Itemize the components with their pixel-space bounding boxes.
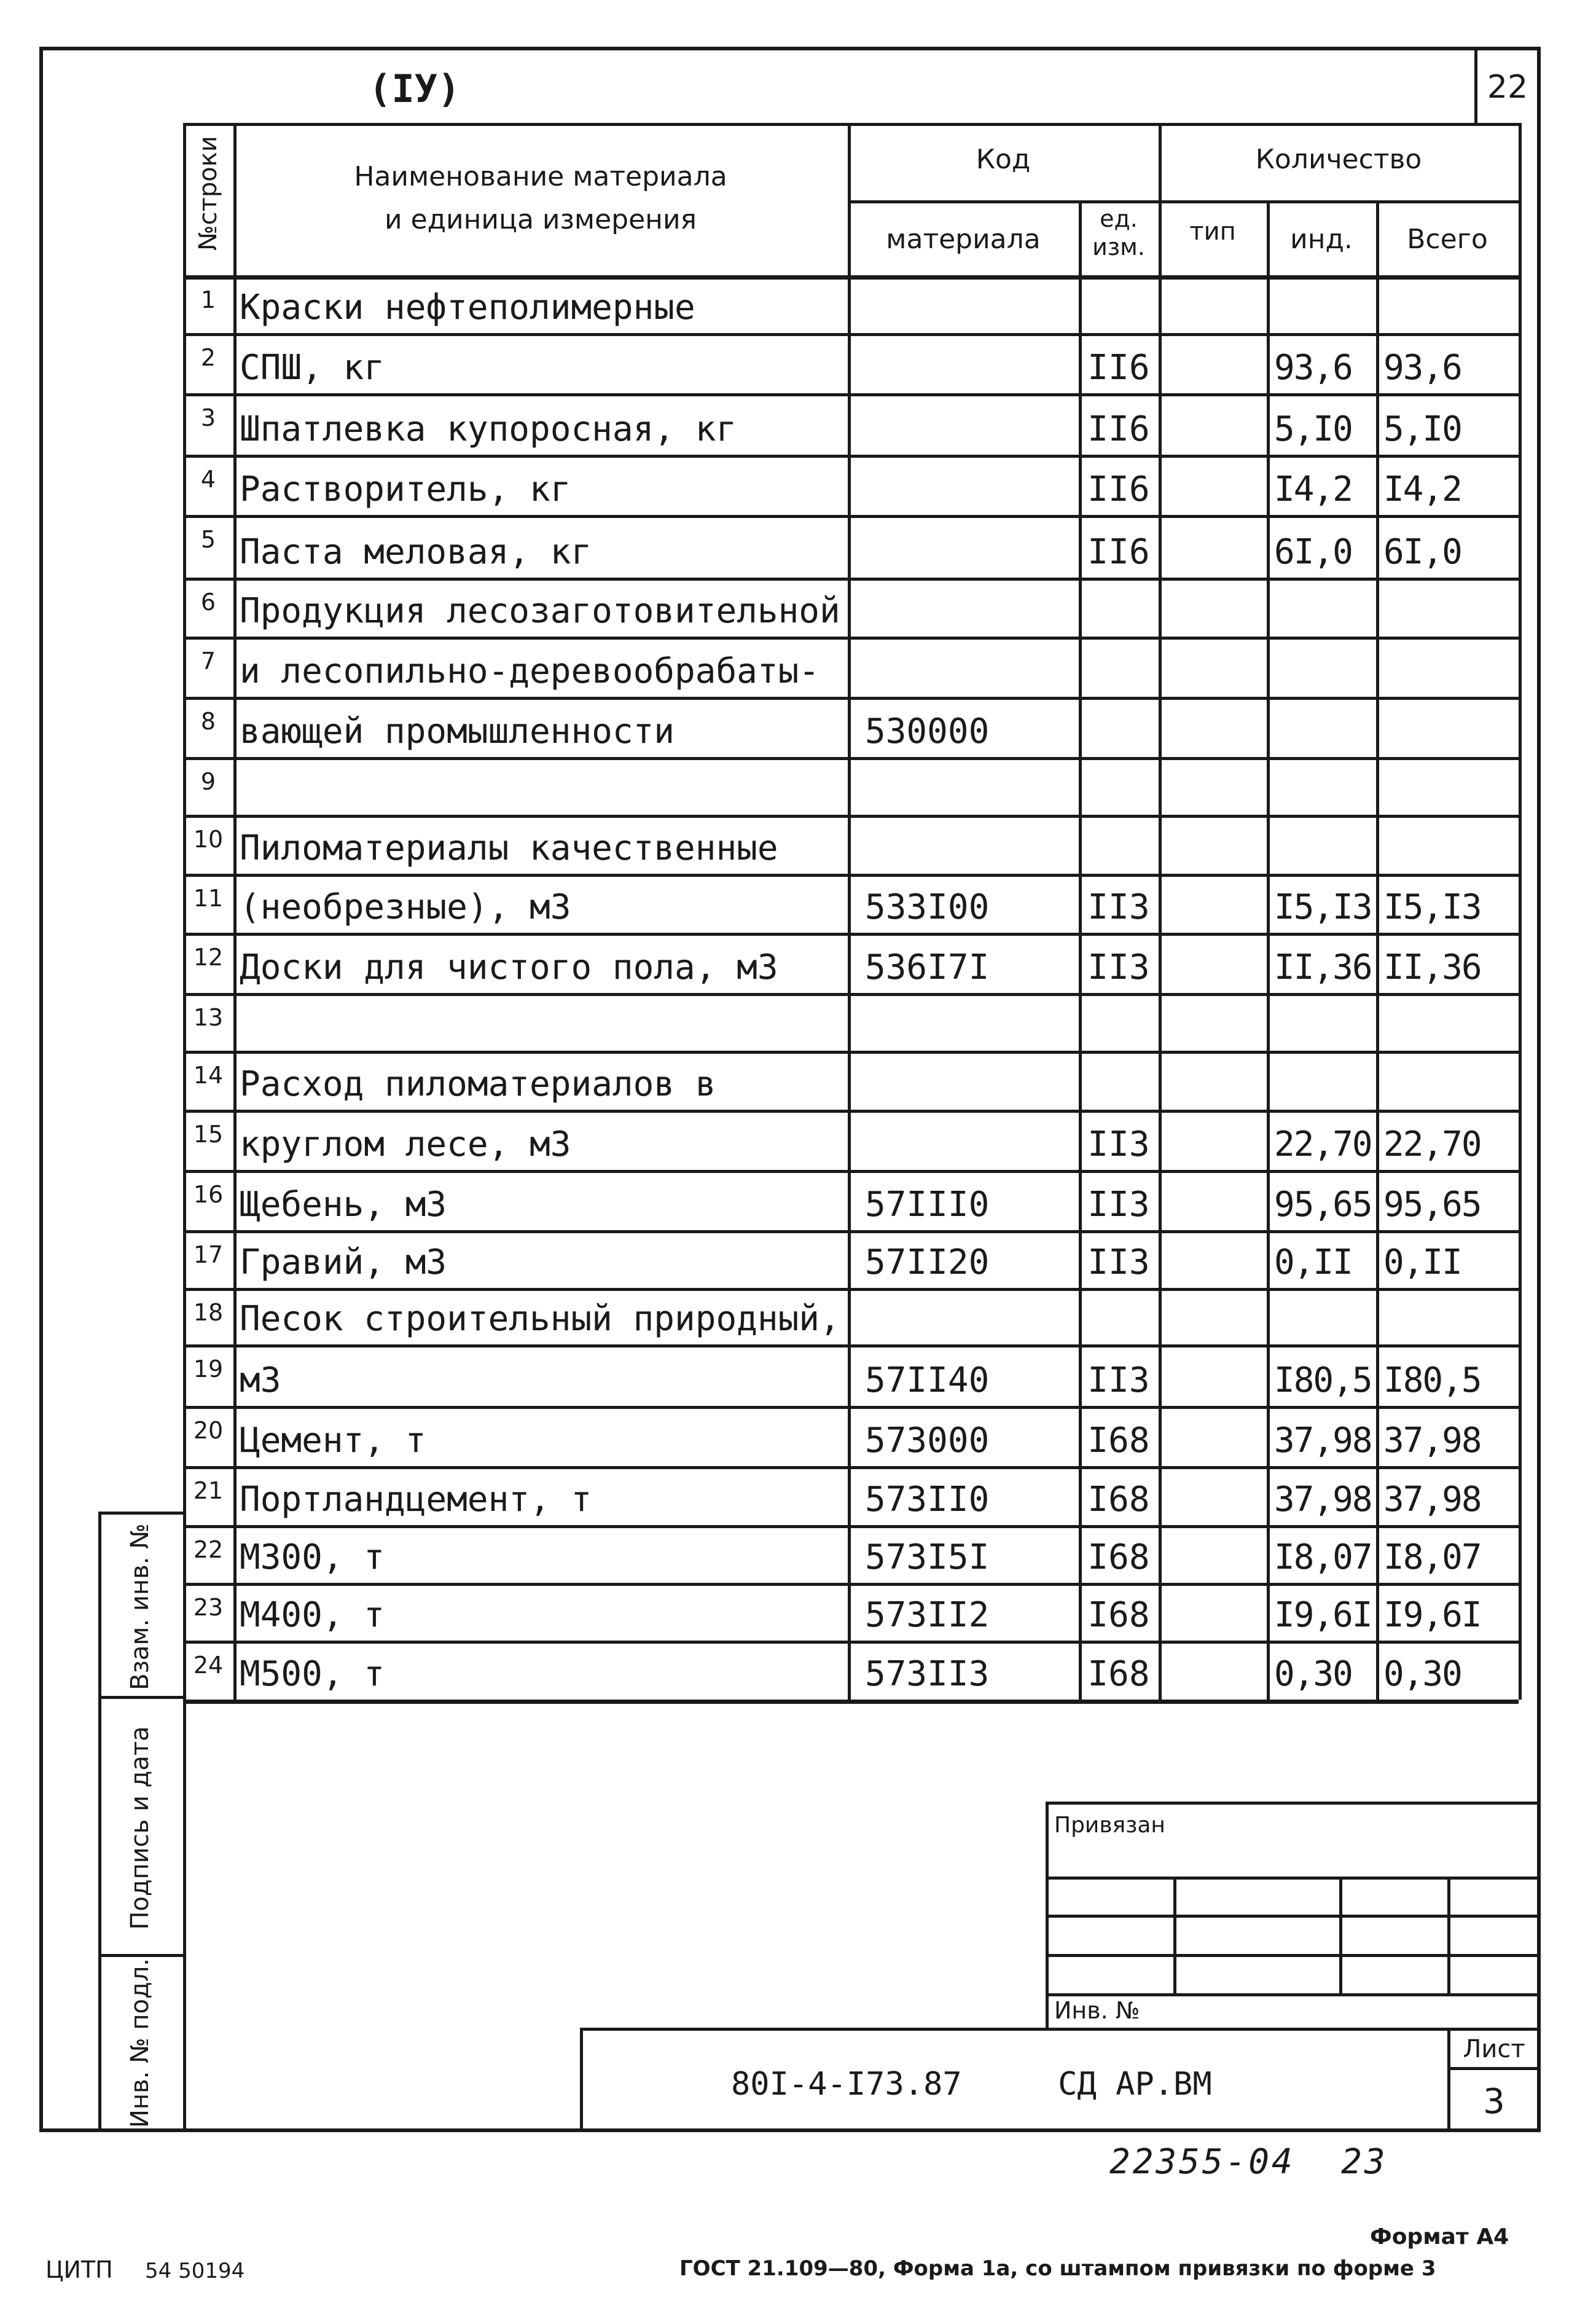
row-line: [183, 333, 1519, 336]
unit-code: II3: [1087, 887, 1150, 927]
unit-code: I68: [1087, 1595, 1150, 1635]
material-name: М300, т: [240, 1537, 385, 1577]
unit-code: II6: [1087, 409, 1150, 449]
row-line: [183, 697, 1519, 700]
header-mid-line: [848, 200, 1519, 203]
row-line: [183, 815, 1519, 818]
qty-total: 5,I0: [1383, 409, 1461, 449]
qty-total: I8,07: [1383, 1537, 1481, 1577]
qty-ind: I8,07: [1274, 1537, 1372, 1577]
qty-total: 6I,0: [1383, 532, 1461, 572]
row-line: [183, 1344, 1519, 1347]
unit-code: II3: [1087, 1242, 1150, 1282]
material-name: и лесопильно-деревообрабаты-: [240, 651, 820, 691]
qty-ind: I80,5: [1274, 1360, 1372, 1400]
qty-total: 22,70: [1383, 1124, 1481, 1164]
footer-left: ЦИТП: [45, 2256, 113, 2283]
unit-code: I68: [1087, 1537, 1150, 1577]
material-name: Гравий, м3: [240, 1242, 447, 1282]
qty-total: 37,98: [1383, 1421, 1481, 1461]
row-number: 18: [193, 1299, 224, 1326]
material-code: 57III0: [865, 1185, 990, 1225]
material-name: Продукция лесозаготовительной: [240, 591, 840, 631]
material-name: круглом лесе, м3: [240, 1124, 571, 1164]
material-name: СПШ, кг: [240, 348, 385, 388]
qty-ind: I4,2: [1274, 469, 1352, 509]
unit-code: I68: [1087, 1480, 1150, 1520]
unit-code: II6: [1087, 532, 1150, 572]
material-code: 530000: [865, 712, 990, 751]
podpis-data-label: Подпись и дата: [126, 1726, 154, 1930]
material-code: 57II20: [865, 1242, 990, 1282]
qty-ind: 6I,0: [1274, 532, 1352, 572]
privyazan-label: Привязан: [1054, 1813, 1165, 1838]
unit-code: II6: [1087, 348, 1150, 388]
sheet-number: 3: [1483, 2082, 1505, 2122]
row-number: 4: [200, 466, 216, 493]
header-code-unit-2: изм.: [1092, 233, 1145, 261]
header-row-number: №строки: [194, 136, 222, 251]
row-number: 7: [200, 648, 216, 675]
unit-code: II3: [1087, 1360, 1150, 1400]
section-label: (IУ): [369, 66, 461, 111]
material-code: 57II40: [865, 1360, 990, 1400]
material-name: Расход пиломатериалов в: [240, 1064, 716, 1104]
qty-ind: 22,70: [1274, 1124, 1372, 1164]
row-number: 1: [200, 286, 216, 313]
qty-ind: 93,6: [1274, 348, 1352, 388]
inv-podl-label: Инв. № подл.: [126, 1958, 154, 2128]
qty-total: 0,II: [1383, 1242, 1461, 1282]
qty-total: 95,65: [1383, 1185, 1481, 1225]
header-name-line2: и единица измерения: [384, 204, 697, 235]
material-name: Доски для чистого пола, м3: [240, 947, 778, 987]
row-line: [183, 1700, 1519, 1704]
material-code: 536I7I: [865, 947, 990, 987]
header-qty-type: тип: [1189, 218, 1236, 246]
qty-total: I80,5: [1383, 1360, 1481, 1400]
qty-total: 93,6: [1383, 348, 1461, 388]
row-number: 16: [193, 1181, 224, 1208]
row-line: [183, 1525, 1519, 1528]
row-line: [183, 874, 1519, 877]
row-line: [183, 393, 1519, 396]
qty-total: II,36: [1383, 947, 1481, 987]
row-number: 8: [200, 708, 216, 735]
row-number: 15: [193, 1121, 224, 1148]
qty-total: I9,6I: [1383, 1595, 1481, 1635]
header-qty-group: Количество: [1255, 144, 1422, 175]
qty-ind: 37,98: [1274, 1480, 1372, 1520]
row-line: [183, 1466, 1519, 1469]
row-line: [183, 1230, 1519, 1233]
row-line: [183, 993, 1519, 996]
row-number: 21: [193, 1477, 224, 1504]
row-line: [183, 1406, 1519, 1409]
row-number: 9: [200, 768, 216, 795]
designation: 80I-4-I73.87 СД АР.ВМ: [731, 2066, 1212, 2103]
row-line: [183, 637, 1519, 640]
corner-sheet-number: 22: [1487, 69, 1528, 106]
material-name: м3: [240, 1360, 281, 1400]
material-code: 573II0: [865, 1480, 990, 1520]
row-number: 17: [193, 1241, 224, 1268]
row-line: [183, 1288, 1519, 1291]
row-line: [183, 1170, 1519, 1173]
qty-total: I5,I3: [1383, 887, 1481, 927]
row-number: 13: [193, 1004, 224, 1031]
qty-ind: II,36: [1274, 947, 1372, 987]
qty-ind: 0,II: [1274, 1242, 1352, 1282]
row-number: 5: [200, 526, 216, 553]
row-number: 10: [193, 826, 224, 853]
unit-code: I68: [1087, 1421, 1150, 1461]
unit-code: II3: [1087, 1124, 1150, 1164]
column-line: [1159, 123, 1162, 1700]
material-name: Шпатлевка купоросная, кг: [240, 409, 737, 449]
row-number: 19: [193, 1355, 224, 1383]
unit-code: II3: [1087, 1185, 1150, 1225]
row-line: [183, 455, 1519, 458]
footer-left-number: 54 50194: [145, 2259, 245, 2283]
material-name: М500, т: [240, 1654, 385, 1694]
header-bottom-line: [183, 275, 1519, 280]
material-name: вающей промышленности: [240, 712, 675, 751]
format-label: Формат А4: [1370, 2224, 1509, 2249]
material-name: Пиломатериалы качественные: [240, 828, 778, 868]
material-name: Портландцемент, т: [240, 1480, 592, 1520]
sheet-label: Лист: [1463, 2035, 1525, 2063]
material-code: 573II2: [865, 1595, 990, 1635]
qty-total: 0,30: [1383, 1654, 1461, 1694]
row-line: [183, 933, 1519, 936]
row-line: [183, 1051, 1519, 1054]
row-number: 22: [193, 1536, 224, 1563]
material-code: 533I00: [865, 887, 990, 927]
footer-right: ГОСТ 21.109—80, Форма 1а, со штампом привязки по форме 3: [679, 2256, 1436, 2281]
vzam-inv-label: Взам. инв. №: [126, 1523, 154, 1690]
row-number: 14: [193, 1062, 224, 1089]
qty-ind: I5,I3: [1274, 887, 1372, 927]
row-number: 20: [193, 1417, 224, 1444]
material-name: (необрезные), м3: [240, 887, 571, 927]
header-code-material: материала: [886, 224, 1041, 255]
row-line: [183, 578, 1519, 581]
header-name-line1: Наименование материала: [354, 161, 727, 192]
material-name: Краски нефтеполимерные: [240, 288, 695, 328]
row-number: 2: [200, 344, 216, 371]
row-number: 6: [200, 589, 216, 616]
material-name: М400, т: [240, 1595, 385, 1635]
row-number: 11: [193, 885, 224, 912]
qty-ind: 0,30: [1274, 1654, 1352, 1694]
row-line: [183, 1583, 1519, 1586]
row-number: 23: [193, 1594, 224, 1621]
row-number: 12: [193, 944, 224, 971]
unit-code: II6: [1087, 469, 1150, 509]
qty-ind: 95,65: [1274, 1185, 1372, 1225]
material-name: Щебень, м3: [240, 1185, 447, 1225]
unit-code: II3: [1087, 947, 1150, 987]
column-line: [1519, 123, 1522, 1700]
qty-ind: I9,6I: [1274, 1595, 1372, 1635]
header-qty-ind: инд.: [1290, 224, 1353, 255]
row-line: [183, 757, 1519, 760]
material-name: Растворитель, кг: [240, 469, 571, 509]
material-name: Паста меловая, кг: [240, 532, 592, 572]
header-code-group: Код: [976, 144, 1031, 175]
header-code-unit-1: ед.: [1100, 205, 1138, 232]
handwritten-number: 22355-04 23: [1109, 2142, 1388, 2182]
row-line: [183, 1641, 1519, 1644]
qty-ind: 37,98: [1274, 1421, 1372, 1461]
header-qty-total: Всего: [1407, 224, 1488, 255]
material-name: Песок строительный природный,: [240, 1299, 840, 1339]
material-name: Цемент, т: [240, 1421, 426, 1461]
row-number: 3: [200, 404, 216, 431]
material-code: 573I5I: [865, 1537, 990, 1577]
qty-ind: 5,I0: [1274, 409, 1352, 449]
material-code: 573000: [865, 1421, 990, 1461]
qty-total: I4,2: [1383, 469, 1461, 509]
inv-no-label: Инв. №: [1054, 1997, 1140, 2024]
unit-code: I68: [1087, 1654, 1150, 1694]
row-line: [183, 515, 1519, 518]
material-code: 573II3: [865, 1654, 990, 1694]
row-line: [183, 1110, 1519, 1113]
qty-total: 37,98: [1383, 1480, 1481, 1520]
row-number: 24: [193, 1652, 224, 1679]
table-top-line: [183, 123, 1519, 126]
